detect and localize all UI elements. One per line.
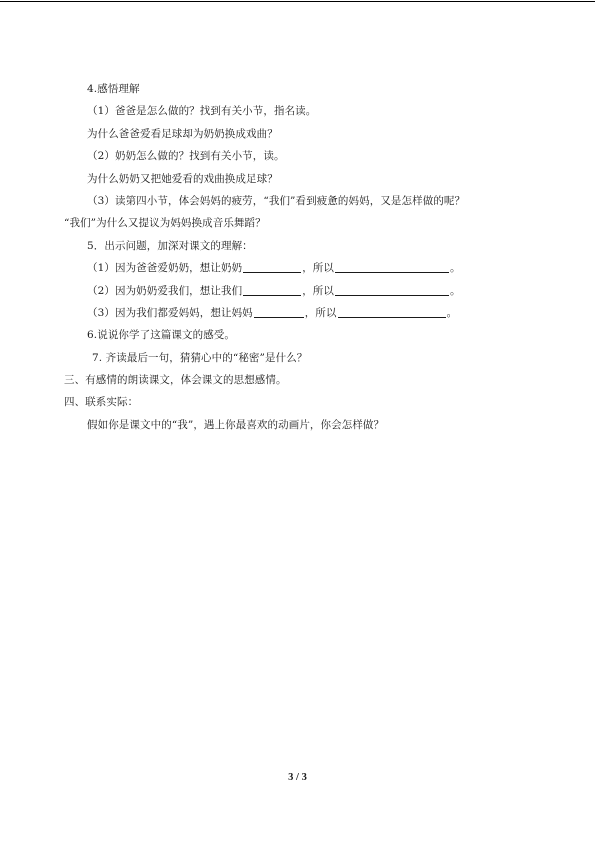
fill-blank-1-text-b: ，所以 — [302, 262, 334, 275]
fill-blank-2-blank-b — [335, 284, 449, 296]
fill-blank-2-blank-a — [243, 284, 301, 296]
practice-question: 假如你是课文中的“我”，遇上你最喜欢的动画片，你会怎样做？ — [87, 418, 385, 431]
fill-blank-1-text-c: 。 — [450, 262, 461, 275]
heading-section-4: 4.感悟理解 — [87, 83, 140, 95]
fill-blank-3-blank-b — [338, 306, 446, 318]
heading-section-7: 7. 齐读最后一句，猜猜心中的“秘密”是什么？ — [92, 351, 308, 364]
fill-blank-2-text-b: ，所以 — [302, 284, 334, 297]
fill-blank-3 — [64, 302, 544, 324]
fill-blank-1-text-a: （1）因为爸爸爱奶奶，想让奶奶 — [87, 262, 243, 275]
page-number: 3 / 3 — [288, 772, 307, 783]
fill-blank-2-text-a: （2）因为奶奶爱我们，想让我们 — [87, 284, 243, 297]
question-1-followup: 为什么爸爸爱看足球却为奶奶换成戏曲？ — [87, 127, 278, 140]
fill-blank-3-text-b: ，所以 — [304, 306, 337, 319]
heading-section-6: 6.说说你学了这篇课文的感受。 — [87, 329, 236, 342]
heading-part-3: 三、有感情的朗读课文，体会课文的思想感情。 — [64, 374, 287, 387]
question-1: （1）爸爸是怎么做的？找到有关小节，指名读。 — [87, 105, 317, 118]
heading-section-5: 5．出示问题，加深对课文的理解： — [87, 239, 253, 252]
fill-blank-3-text-a: （3）因为我们都爱妈妈，想让妈妈 — [87, 306, 253, 319]
question-2-followup: 为什么奶奶又把她爱看的戏曲换成足球？ — [87, 172, 278, 185]
fill-blank-1 — [64, 257, 544, 279]
fill-blank-1-blank-b — [335, 261, 449, 273]
fill-blank-3-blank-a — [254, 306, 304, 318]
question-3-followup: “我们”为什么又提议为妈妈换成音乐舞蹈？ — [64, 217, 266, 230]
header-rule — [0, 1, 595, 2]
heading-part-4: 四、联系实际： — [64, 396, 139, 409]
question-3: （3）读第四小节，体会妈妈的疲劳，“我们”看到疲惫的妈妈，又是怎样做的呢？ — [87, 194, 466, 207]
fill-blank-2-text-c: 。 — [450, 284, 461, 297]
fill-blank-2 — [64, 280, 544, 302]
question-2: （2）奶奶怎么做的？找到有关小节，读。 — [87, 150, 285, 163]
document-body — [64, 78, 544, 436]
fill-blank-3-text-c: 。 — [446, 306, 458, 319]
fill-blank-1-blank-a — [243, 261, 301, 273]
